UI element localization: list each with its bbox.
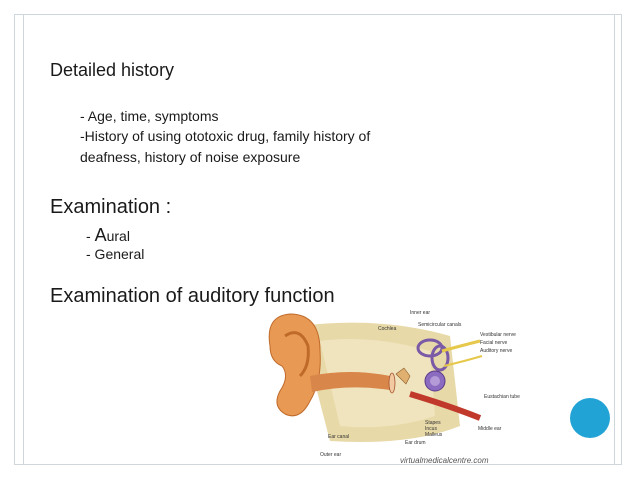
aural-rest: ural [106,228,130,244]
label-cochlea: Cochlea [378,326,397,332]
label-inner-ear: Inner ear [410,310,431,316]
heading-examination: Examination : [50,196,172,218]
label-malleus: Malleus [425,432,443,438]
bullet-general: - General [86,246,145,262]
label-ear-drum: Ear drum [405,440,426,446]
label-ear-canal: Ear canal [328,434,350,440]
label-semicircular: Semicircular canals [418,322,462,328]
aural-prefix: - [86,228,95,244]
cochlea-inner [430,376,440,386]
left-rule [23,14,24,465]
accent-dot [570,398,610,438]
label-middle-ear: Middle ear [478,426,502,432]
heading-auditory-function: Examination of auditory function [50,285,335,307]
label-stapes: Stapes [425,420,441,426]
label-outer-ear: Outer ear [320,452,342,458]
bullet-ototoxic-line2: deafness, history of noise exposure [80,149,301,165]
figure-credit: virtualmedicalcentre.com [400,456,489,465]
label-facial-nerve: Facial nerve [480,340,508,346]
bullet-aural [86,225,130,246]
label-vestibular-nerve: Vestibular nerve [480,332,516,338]
bullet-age-time: - Age, time, symptoms [80,108,219,124]
ear-anatomy-figure [260,306,532,466]
ear-drum-shape [389,373,395,393]
pinna-shape [269,314,320,416]
label-incus: Incus [425,426,437,432]
bullet-ototoxic-line1: -History of using ototoxic drug, family history of [80,128,371,144]
aural-initial: A [94,225,107,245]
label-auditory-nerve: Auditory nerve [480,348,513,354]
right-rule [614,14,615,465]
label-eustachian-tube: Eustachian tube [484,394,520,400]
heading-detailed-history: Detailed history [50,60,175,80]
